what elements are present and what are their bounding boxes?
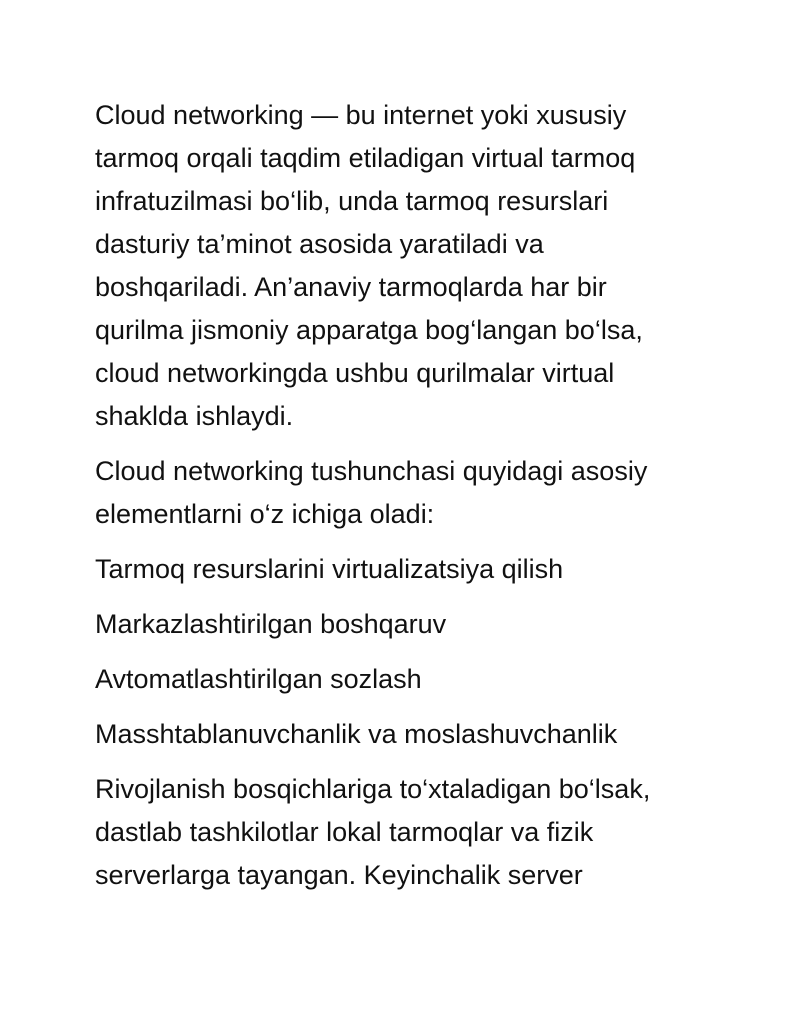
text-line: serverlarga tayangan. Keyinchalik server (95, 860, 583, 890)
text-line: shaklda ishlaydi. (95, 401, 294, 431)
paragraph-development-stages (95, 768, 735, 897)
list-item-automated-configuration (95, 658, 735, 701)
list-item-virtualization (95, 548, 735, 591)
text-line: boshqariladi. An’anaviy tarmoqlarda har bir (95, 272, 607, 302)
text-line: Cloud networking — bu internet yoki xususiy (95, 100, 627, 130)
text-line: Cloud networking tushunchasi quyidagi asosiy (95, 456, 648, 486)
text-line: Markazlashtirilgan boshqaruv (95, 609, 447, 639)
text-line: infratuzilmasi bo‘lib, unda tarmoq resurslari (95, 186, 609, 216)
text-line: Rivojlanish bosqichlariga to‘xtaladigan bo‘lsak, (95, 774, 651, 804)
text-line: Avtomatlashtirilgan sozlash (95, 664, 422, 694)
paragraph-elements-intro (95, 450, 735, 536)
text-line: tarmoq orqali taqdim etiladigan virtual tarmoq (95, 143, 636, 173)
list-item-centralized-management (95, 603, 735, 646)
text-line: cloud networkingda ushbu qurilmalar virtual (95, 358, 615, 388)
document-body (95, 94, 735, 897)
list-item-scalability (95, 713, 735, 756)
text-line: Tarmoq resurslarini virtualizatsiya qilish (95, 554, 564, 584)
text-line: qurilma jismoniy apparatga bog‘langan bo‘lsa, (95, 315, 643, 345)
text-line: Masshtablanuvchanlik va moslashuvchanlik (95, 719, 618, 749)
text-line: dastlab tashkilotlar lokal tarmoqlar va fizik (95, 817, 594, 847)
paragraph-definition (95, 94, 735, 438)
text-line: dasturiy ta’minot asosida yaratiladi va (95, 229, 544, 259)
text-line: elementlarni o‘z ichiga oladi: (95, 499, 435, 529)
